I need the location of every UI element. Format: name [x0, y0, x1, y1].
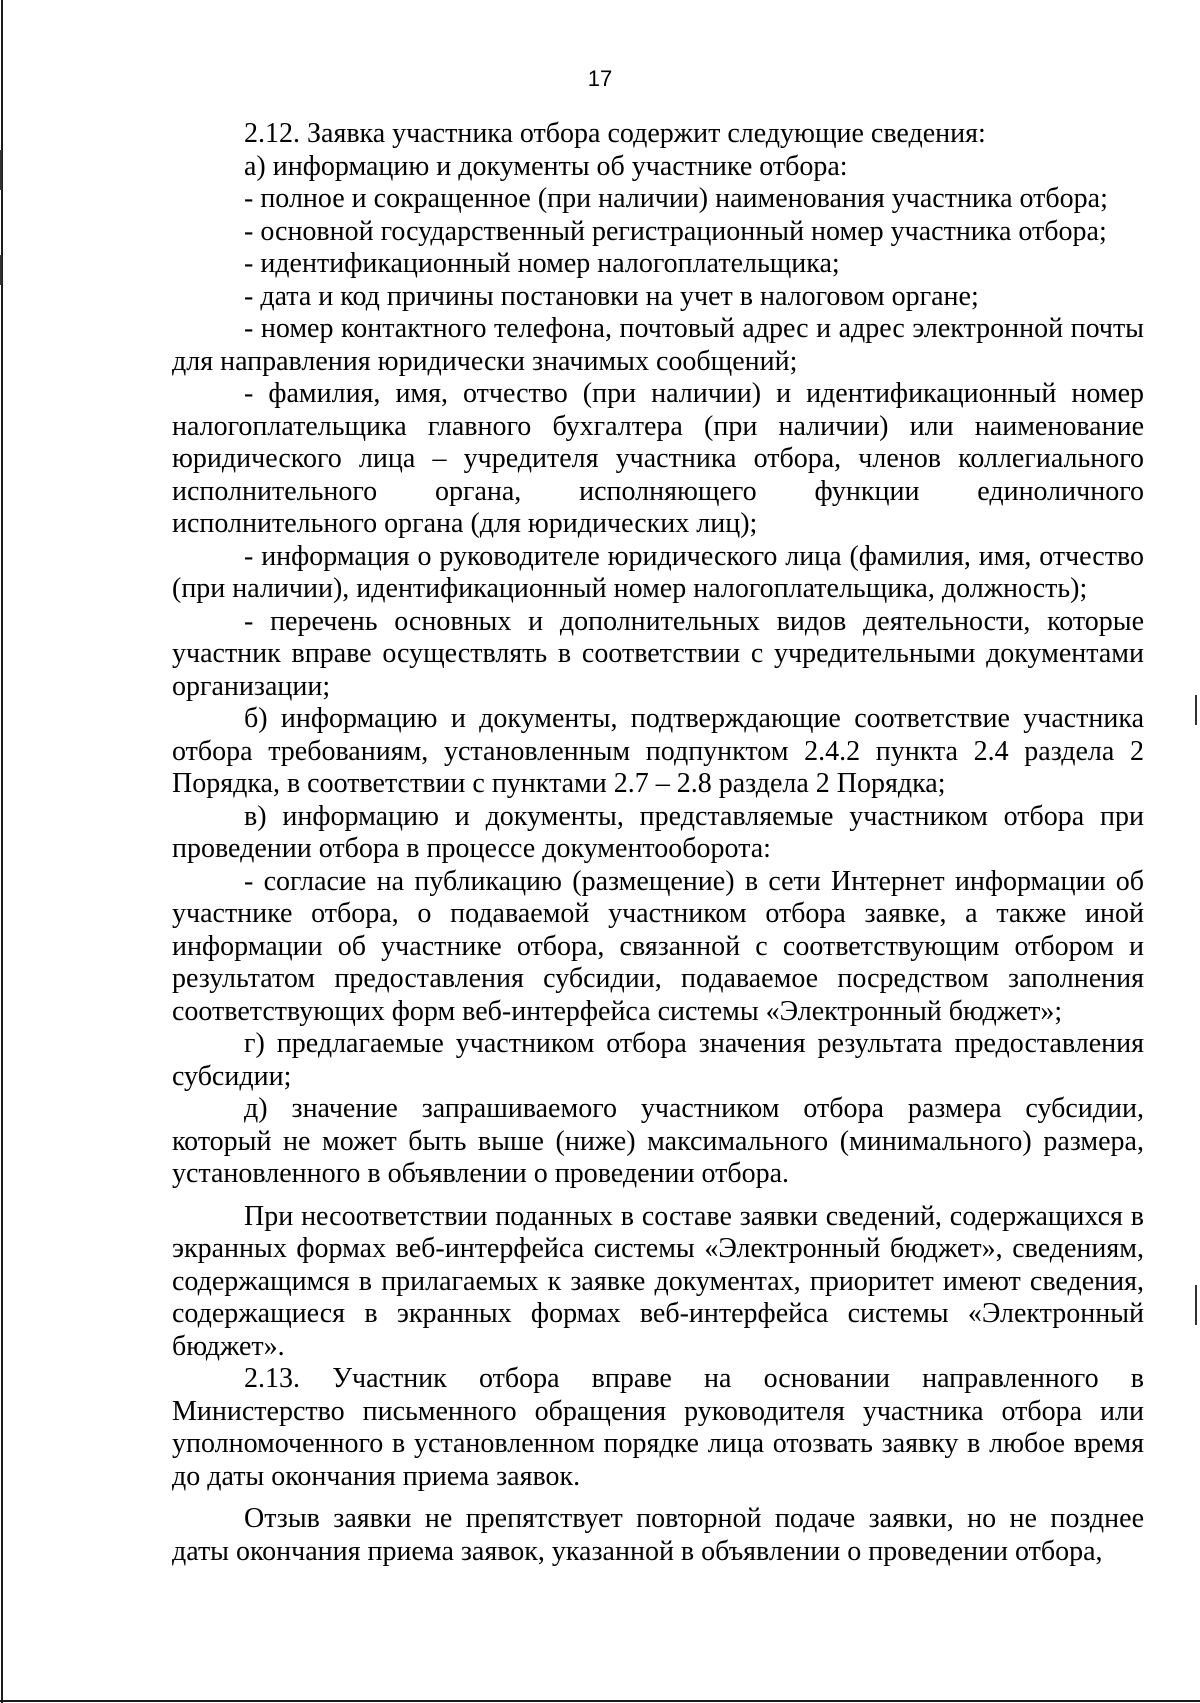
page-number: 17: [587, 66, 613, 91]
paragraph: г) предлагаемые участником отбора значения результата предоставления субсидии;: [172, 1028, 1144, 1092]
paragraph: 2.12. Заявка участника отбора содержит следующие сведения:: [244, 118, 986, 149]
paragraph: - согласие на публикацию (размещение) в сети Интернет информации об участнике отбора, о подаваемой участником отбора заявке, а также иной информации об участнике отбора, связанной с соответствующим отбором и результатом предоставления субсидии, подаваемое посредством заполнения соответствующих форм веб-интерфейса системы «Электронный бюджет»;: [172, 865, 1144, 1027]
paragraph: а) информацию и документы об участнике отбора:: [244, 150, 848, 182]
scan-mark: [1195, 1285, 1197, 1325]
paragraph: Отзыв заявки не препятствует повторной подаче заявки, но не позднее даты окончания приема заявок, указанной в объявлении о проведении отбора,: [172, 1503, 1144, 1567]
paragraph: 2.13. Участник отбора вправе на основании направленного в Министерство письменного обращения руководителя участника отбора или уполномоченного в установленном порядке лица отозвать заявку в любое время до даты окончания приема заявок.: [172, 1363, 1144, 1492]
scan-mark: [1195, 695, 1197, 725]
paragraph: в) информацию и документы, представляемые участником отбора при проведении отбора в процессе документооборота:: [172, 800, 1144, 864]
paragraph: - дата и код причины постановки на учет в налоговом органе;: [244, 280, 979, 312]
paragraph: - идентификационный номер налогоплательщика;: [244, 248, 840, 279]
paragraph: - фамилия, имя, отчество (при наличии) и идентификационный номер налогоплательщика главного бухгалтера (при наличии) или наименование юридического лица – учредителя участника отбора, членов коллегиального исполнительного органа, исполняющего функции единоличного исполнительного органа (для юридических лиц);: [172, 378, 1144, 539]
scan-mark: [0, 150, 2, 190]
paragraph: - перечень основных и дополнительных видов деятельности, которые участник вправе осуществлять в соответствии с учредительными документами организации;: [172, 605, 1144, 702]
paragraph: - полное и сокращенное (при наличии) наименования участника отбора;: [244, 183, 1108, 214]
paragraph: д) значение запрашиваемого участником отбора размера субсидии, который не может быть выше (ниже) максимального (минимального) размера, установленного в объявлении о проведении отбора.: [172, 1093, 1144, 1189]
paragraph: При несоответствии поданных в составе заявки сведений, содержащихся в экранных формах веб-интерфейса системы «Электронный бюджет», сведениям, содержащимся в прилагаемых к заявке документах, приоритет имеют сведения, содержащиеся в экранных формах веб-интерфейса системы «Электронный бюджет».: [172, 1200, 1144, 1362]
paragraph: - информация о руководителе юридического лица (фамилия, имя, отчество (при наличии), идентификационный номер налогоплательщика, должность);: [172, 540, 1144, 604]
paragraph: - номер контактного телефона, почтовый адрес и адрес электронной почты для направления юридически значимых сообщений;: [172, 313, 1144, 377]
scan-mark: [0, 255, 2, 285]
scan-edge-bottom: [0, 1700, 1200, 1702]
document-body: [172, 118, 1144, 1568]
paragraph: б) информацию и документы, подтверждающие соответствие участника отбора требованиям, установленным подпунктом 2.4.2 пункта 2.4 раздела 2 Порядка, в соответствии с пунктами 2.7 – 2.8 раздела 2 Порядка;: [172, 703, 1144, 799]
paragraph: - основной государственный регистрационный номер участника отбора;: [244, 215, 1107, 247]
